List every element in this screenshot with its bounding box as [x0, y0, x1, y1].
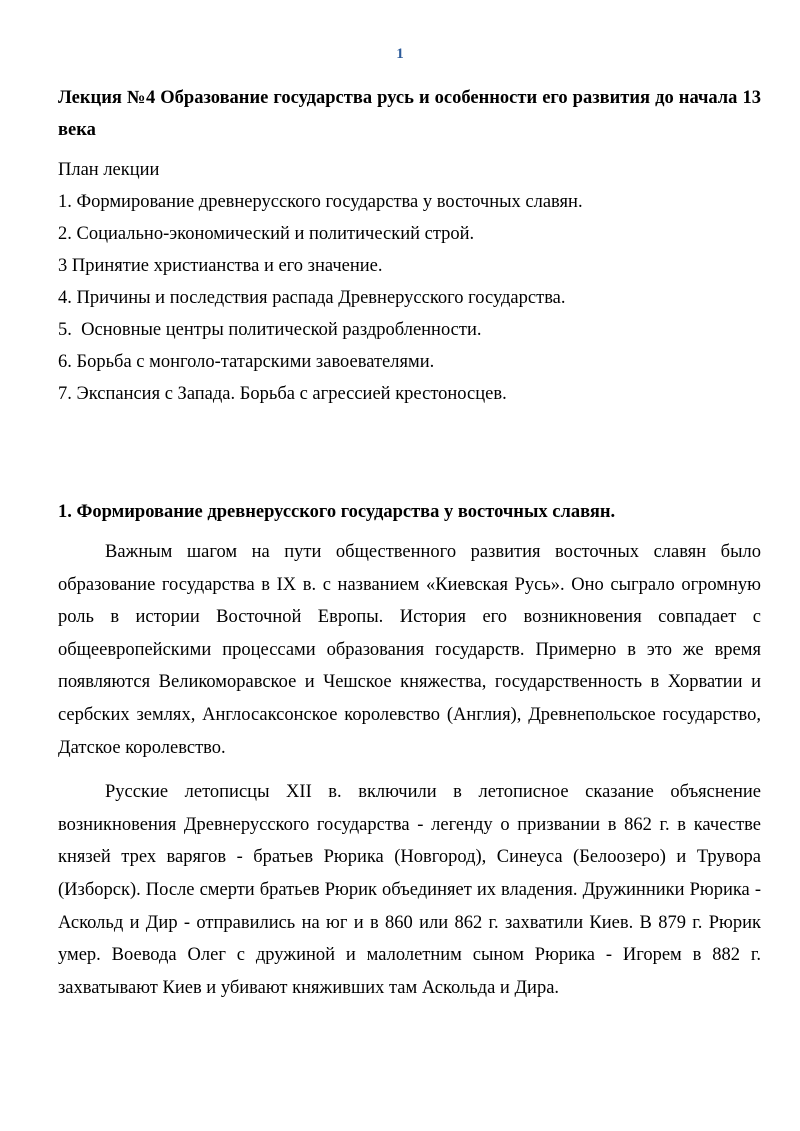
plan-list: [58, 186, 761, 410]
plan-item-3: 3 Принятие христианства и его значение.: [58, 256, 383, 276]
plan-heading: План лекции: [58, 160, 160, 180]
page-number: 1: [396, 46, 404, 62]
plan-item-7: 7. Экспансия с Запада. Борьба с агрессией крестоносцев.: [58, 384, 507, 404]
plan-item-6: 6. Борьба с монголо-татарскими завоевателями.: [58, 352, 435, 372]
plan-item-1: 1. Формирование древнерусского государства у восточных славян.: [58, 192, 583, 212]
plan-item-2: 2. Социально-экономический и политический строй.: [58, 224, 475, 244]
plan-item-5: 5. Основные центры политической раздробленности.: [58, 320, 482, 340]
section-1-paragraph-1: Важным шагом на пути общественного развития восточных славян было образование государства в IX в. с названием «Киевская Русь». Оно сыграло огромную роль в истории Восточной Европы. История его возникновения совпадает с общеевропейскими процессами образования государств. Примерно в это же время появляются Великоморавское и Чешское княжества, государственность в Хорватии и сербских землях, Англосаксонское королевство (Англия), Древнепольское государство, Датское королевство.: [58, 542, 761, 758]
lecture-title: Лекция №4 Образование государства русь и особенности его развития до начала 13 века: [58, 88, 761, 140]
section-1-paragraph-2: Русские летописцы XII в. включили в летописное сказание объяснение возникновения Древнерусского государства - легенду о призвании в 862 г. в качестве князей трех варягов - братьев Рюрика (Новгород), Синеуса (Белоозеро) и Трувора (Изборск). После смерти братьев Рюрик объединяет их владения. Дружинники Рюрика - Аскольд и Дир - отправились на юг и в 860 или 862 г. захватили Киев. В 879 г. Рюрик умер. Воевода Олег с дружиной и малолетним сыном Рюрика - Игорем в 882 г. захватывают Киев и убивают княживших там Аскольда и Дира.: [58, 782, 761, 998]
document-body: [58, 82, 761, 1016]
section-1-heading: 1. Формирование древнерусского государства у восточных славян.: [58, 502, 616, 522]
plan-item-4: 4. Причины и последствия распада Древнерусского государства.: [58, 288, 566, 308]
